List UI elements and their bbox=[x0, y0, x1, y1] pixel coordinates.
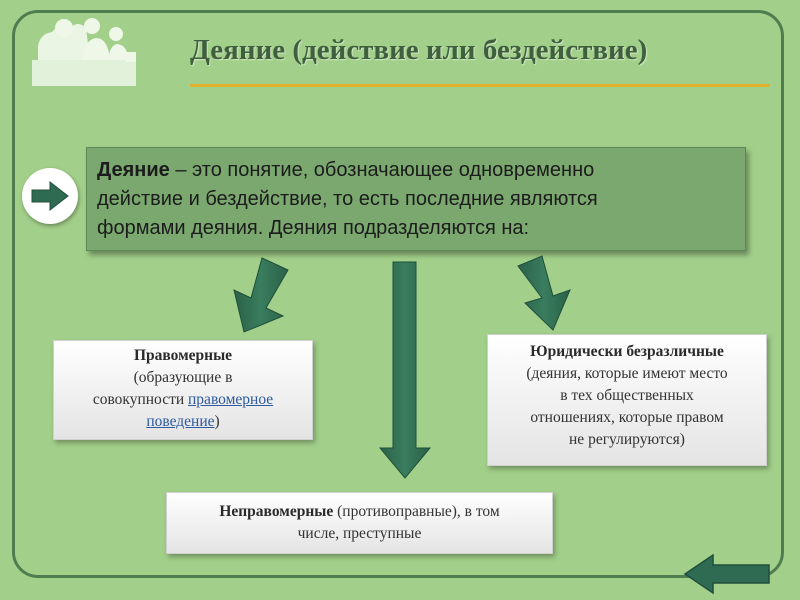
definition-line-1 bbox=[97, 156, 735, 185]
indifferent-line: отношениях, которые правом bbox=[530, 409, 724, 426]
unlawful-title: Неправомерные bbox=[219, 503, 334, 520]
definition-text: – это понятие, обозначающее одновременно bbox=[169, 159, 595, 181]
lawful-title-text: Правомерные bbox=[133, 347, 233, 364]
title-underline bbox=[190, 84, 770, 87]
page-title: Деяние (действие или бездействие) bbox=[190, 34, 648, 66]
definition-line-3: формами деяния. Деяния подразделяются на: bbox=[97, 217, 530, 239]
arrow-left-icon[interactable] bbox=[683, 553, 773, 595]
people-logo-icon bbox=[30, 16, 140, 88]
definition-box bbox=[86, 147, 746, 251]
indifferent-line: в тех общественных bbox=[560, 387, 694, 404]
definition-term: Деяние bbox=[97, 159, 170, 181]
lawful-line-1: (образующие в bbox=[133, 369, 233, 386]
lawful-line-2 bbox=[54, 389, 312, 411]
lawful-behavior-link-2[interactable]: поведение bbox=[146, 413, 215, 430]
lawful-behavior-link[interactable]: правомерное bbox=[188, 391, 274, 408]
indifferent-title bbox=[488, 341, 766, 363]
lawful-title bbox=[54, 345, 312, 367]
indifferent-line: (деяния, которые имеют место bbox=[526, 365, 728, 382]
indifferent-card bbox=[487, 334, 767, 466]
next-slide-button[interactable] bbox=[22, 168, 78, 224]
definition-line-2: действие и бездействие, то есть последние являются bbox=[97, 188, 598, 210]
lawful-line-2-text: совокупности bbox=[92, 391, 189, 408]
lawful-card bbox=[53, 340, 313, 440]
unlawful-line-2: числе, преступные bbox=[297, 525, 422, 542]
unlawful-card bbox=[166, 492, 553, 554]
indifferent-line: не регулируются) bbox=[569, 431, 685, 448]
lawful-line-3 bbox=[54, 411, 312, 433]
unlawful-line-1-text: (противоправные), в том bbox=[333, 503, 500, 520]
indifferent-title-text: Юридически безразличные bbox=[530, 343, 724, 360]
arrow-right-icon bbox=[30, 180, 70, 212]
lawful-line-3-text: ) bbox=[214, 413, 220, 430]
unlawful-line-1 bbox=[167, 501, 552, 523]
